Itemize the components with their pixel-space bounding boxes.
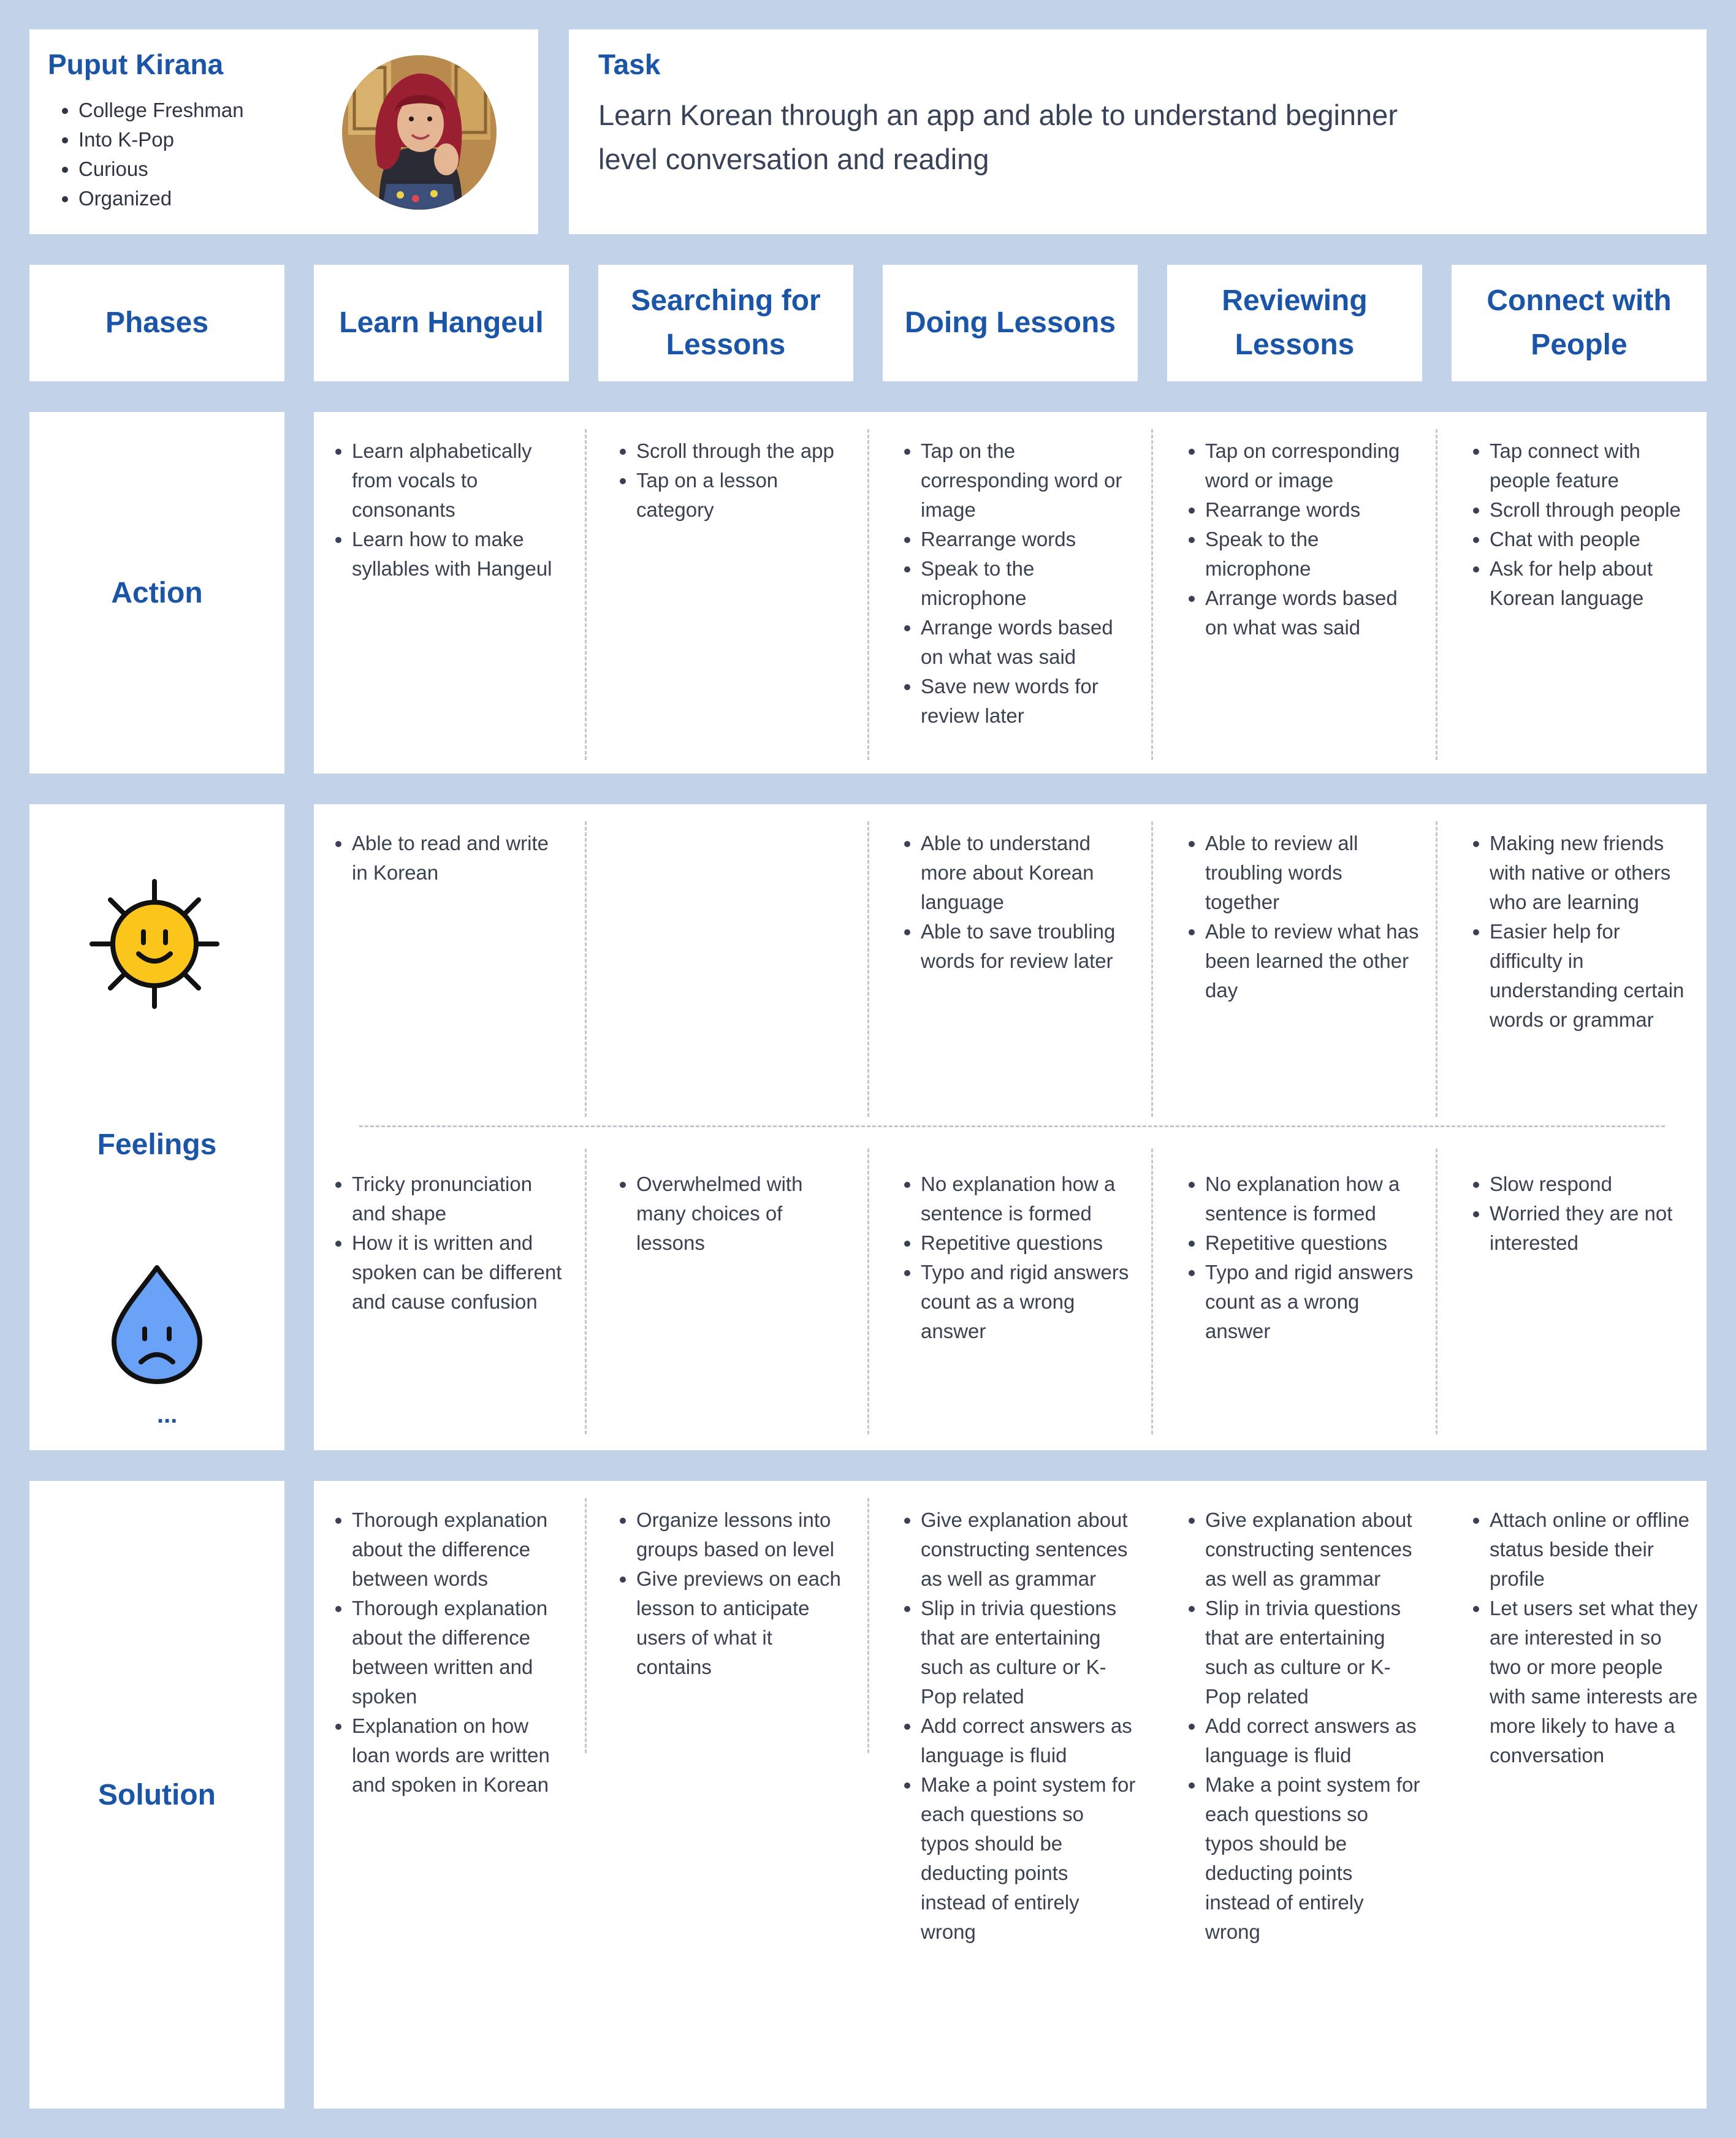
list-item: • Slow respond bbox=[1490, 1170, 1698, 1199]
negative-feeling-cell bbox=[884, 1170, 1136, 1346]
list-item: • Able to review what has been learned the other day bbox=[1205, 917, 1421, 1005]
list-item: • Making new friends with native or others who are learning bbox=[1490, 829, 1698, 917]
task-card bbox=[569, 29, 1707, 234]
column-divider bbox=[867, 1498, 869, 1753]
list-item: • Rearrange words bbox=[921, 525, 1136, 554]
list-item: • Worried they are not interested bbox=[1490, 1199, 1698, 1258]
list-item: • Save new words for review later bbox=[921, 672, 1136, 731]
list-item: • Give previews on each lesson to anticipate users of what it contains bbox=[636, 1564, 852, 1682]
list-item: • Organize lessons into groups based on level bbox=[636, 1505, 852, 1564]
list-item: • Attach online or offline status beside their profile bbox=[1490, 1505, 1698, 1594]
more-indicator: ... bbox=[157, 1401, 178, 1428]
row-label-solution bbox=[29, 1481, 284, 2109]
list-item: • Arrange words based on what was said bbox=[1205, 584, 1421, 642]
list-item: • Tricky pronunciation and shape bbox=[352, 1170, 568, 1228]
persona-name: Puput Kirana bbox=[48, 48, 224, 80]
persona-traits bbox=[40, 96, 244, 213]
positive-feeling-cell bbox=[884, 829, 1136, 976]
list-item: • Slip in trivia questions that are entertaining such as culture or K-Pop related bbox=[921, 1594, 1136, 1711]
action-cell bbox=[1168, 436, 1421, 642]
positive-feeling-cell bbox=[1168, 829, 1421, 1005]
list-item: • Add correct answers as language is fluid bbox=[921, 1711, 1136, 1770]
list-item: • Add correct answers as language is fluid bbox=[1205, 1711, 1421, 1770]
list-item: • Speak to the microphone bbox=[921, 554, 1136, 613]
list-item: • How it is written and spoken can be different and cause confusion bbox=[352, 1228, 568, 1317]
list-item: • Rearrange words bbox=[1205, 495, 1421, 525]
row-label-text: Feelings bbox=[97, 1128, 217, 1161]
column-divider bbox=[585, 821, 587, 1117]
list-item: • Typo and rigid answers count as a wrong answer bbox=[1205, 1258, 1421, 1346]
column-divider bbox=[1436, 429, 1437, 760]
task-description: Learn Korean through an app and able to understand beginner level conversation and reading bbox=[598, 99, 1398, 175]
task-title: Task bbox=[598, 48, 661, 80]
column-divider bbox=[1436, 1149, 1437, 1434]
list-item: • Make a point system for each questions so typos should be deducting points instead of entirely wrong bbox=[921, 1770, 1136, 1947]
list-item: • Able to review all troubling words together bbox=[1205, 829, 1421, 917]
list-item: • Tap on the corresponding word or image bbox=[921, 436, 1136, 525]
action-cell bbox=[315, 436, 568, 584]
list-item: • Tap on corresponding word or image bbox=[1205, 436, 1421, 495]
list-item: • Make a point system for each questions so typos should be deducting points instead of entirely wrong bbox=[1205, 1770, 1421, 1947]
solution-cell bbox=[1453, 1505, 1698, 1770]
row-label-text: Solution bbox=[98, 1778, 216, 1811]
row-label-feelings bbox=[29, 804, 284, 1450]
list-item: • Scroll through the app bbox=[636, 436, 852, 466]
list-item: • Able to understand more about Korean language bbox=[921, 829, 1136, 917]
list-item: • Arrange words based on what was said bbox=[921, 613, 1136, 672]
column-divider bbox=[585, 1149, 587, 1434]
column-divider bbox=[867, 821, 869, 1117]
column-divider bbox=[867, 1149, 869, 1434]
list-item: • Tap on a lesson category bbox=[636, 466, 852, 525]
positive-feeling-cell bbox=[1453, 829, 1698, 1035]
list-item: • Repetitive questions bbox=[1205, 1228, 1421, 1258]
column-divider bbox=[1436, 821, 1437, 1117]
list-item: • Tap connect with people feature bbox=[1490, 436, 1698, 495]
phase-doing-lessons bbox=[883, 265, 1138, 381]
list-item: • Overwhelmed with many choices of lessons bbox=[636, 1170, 852, 1258]
list-item: • Let users set what they are interested in so two or more people with same interests are more likely to have a conversation bbox=[1490, 1594, 1698, 1770]
action-cell bbox=[600, 436, 852, 525]
solution-cell bbox=[1168, 1505, 1421, 1947]
negative-feeling-cell bbox=[315, 1170, 568, 1317]
row-label-action bbox=[29, 412, 284, 774]
phases-label-text: Phases bbox=[105, 306, 209, 339]
persona-trait: • Organized bbox=[78, 184, 244, 213]
positive-feeling-cell bbox=[315, 829, 568, 888]
negative-feeling-cell bbox=[1453, 1170, 1698, 1258]
phase-reviewing-lessons bbox=[1167, 265, 1422, 381]
phases-label bbox=[29, 265, 284, 381]
list-item: • No explanation how a sentence is formed bbox=[921, 1170, 1136, 1228]
feelings-card bbox=[314, 804, 1707, 1450]
list-item: • Easier help for difficulty in understanding certain words or grammar bbox=[1490, 917, 1698, 1035]
solution-cell bbox=[315, 1505, 568, 1800]
list-item: • Able to save troubling words for review later bbox=[921, 917, 1136, 976]
solution-cell bbox=[884, 1505, 1136, 1947]
column-divider bbox=[867, 429, 869, 760]
sad-drop-icon bbox=[108, 1263, 206, 1385]
solution-card bbox=[314, 1481, 1707, 2109]
list-item: • Learn how to make syllables with Hangeul bbox=[352, 525, 568, 584]
list-item: • Scroll through people bbox=[1490, 495, 1698, 525]
persona-trait: • Into K-Pop bbox=[78, 125, 244, 154]
row-label-text: Action bbox=[111, 576, 203, 609]
column-divider bbox=[1151, 429, 1153, 760]
column-divider bbox=[1151, 821, 1153, 1117]
list-item: • Repetitive questions bbox=[921, 1228, 1136, 1258]
phase-label: Connect with People bbox=[1487, 284, 1672, 361]
solution-cell bbox=[600, 1505, 852, 1682]
phase-label: Learn Hangeul bbox=[339, 306, 544, 339]
list-item: • Thorough explanation about the difference between written and spoken bbox=[352, 1594, 568, 1711]
phase-connect-people bbox=[1452, 265, 1707, 381]
column-divider bbox=[585, 1498, 587, 1753]
persona-trait: • College Freshman bbox=[78, 96, 244, 125]
action-cell bbox=[884, 436, 1136, 731]
action-cell bbox=[1453, 436, 1698, 613]
list-item: • No explanation how a sentence is formed bbox=[1205, 1170, 1421, 1228]
column-divider bbox=[585, 429, 587, 760]
phase-label: Searching for Lessons bbox=[631, 284, 821, 361]
negative-feeling-cell bbox=[1168, 1170, 1421, 1346]
feelings-divider bbox=[359, 1125, 1665, 1127]
list-item: • Give explanation about constructing sentences as well as grammar bbox=[1205, 1505, 1421, 1594]
list-item: • Speak to the microphone bbox=[1205, 525, 1421, 584]
list-item: • Ask for help about Korean language bbox=[1490, 554, 1698, 613]
list-item: • Typo and rigid answers count as a wrong answer bbox=[921, 1258, 1136, 1346]
list-item: • Give explanation about constructing sentences as well as grammar bbox=[921, 1505, 1136, 1594]
action-card bbox=[314, 412, 1707, 774]
negative-feeling-cell bbox=[600, 1170, 852, 1258]
phase-label: Doing Lessons bbox=[904, 306, 1116, 339]
list-item: • Thorough explanation about the difference between words bbox=[352, 1505, 568, 1594]
list-item: • Slip in trivia questions that are entertaining such as culture or K-Pop related bbox=[1205, 1594, 1421, 1711]
phase-searching-lessons bbox=[598, 265, 853, 381]
list-item: • Chat with people bbox=[1490, 525, 1698, 554]
avatar bbox=[342, 55, 497, 210]
phase-learn-hangeul bbox=[314, 265, 569, 381]
persona-card bbox=[29, 29, 538, 234]
list-item: • Learn alphabetically from vocals to consonants bbox=[352, 436, 568, 525]
phase-label: Reviewing Lessons bbox=[1222, 284, 1368, 361]
column-divider bbox=[1151, 1149, 1153, 1434]
smiling-sun-icon bbox=[89, 879, 219, 1009]
list-item: • Able to read and write in Korean bbox=[352, 829, 568, 888]
persona-trait: • Curious bbox=[78, 154, 244, 184]
list-item: • Explanation on how loan words are written and spoken in Korean bbox=[352, 1711, 568, 1800]
